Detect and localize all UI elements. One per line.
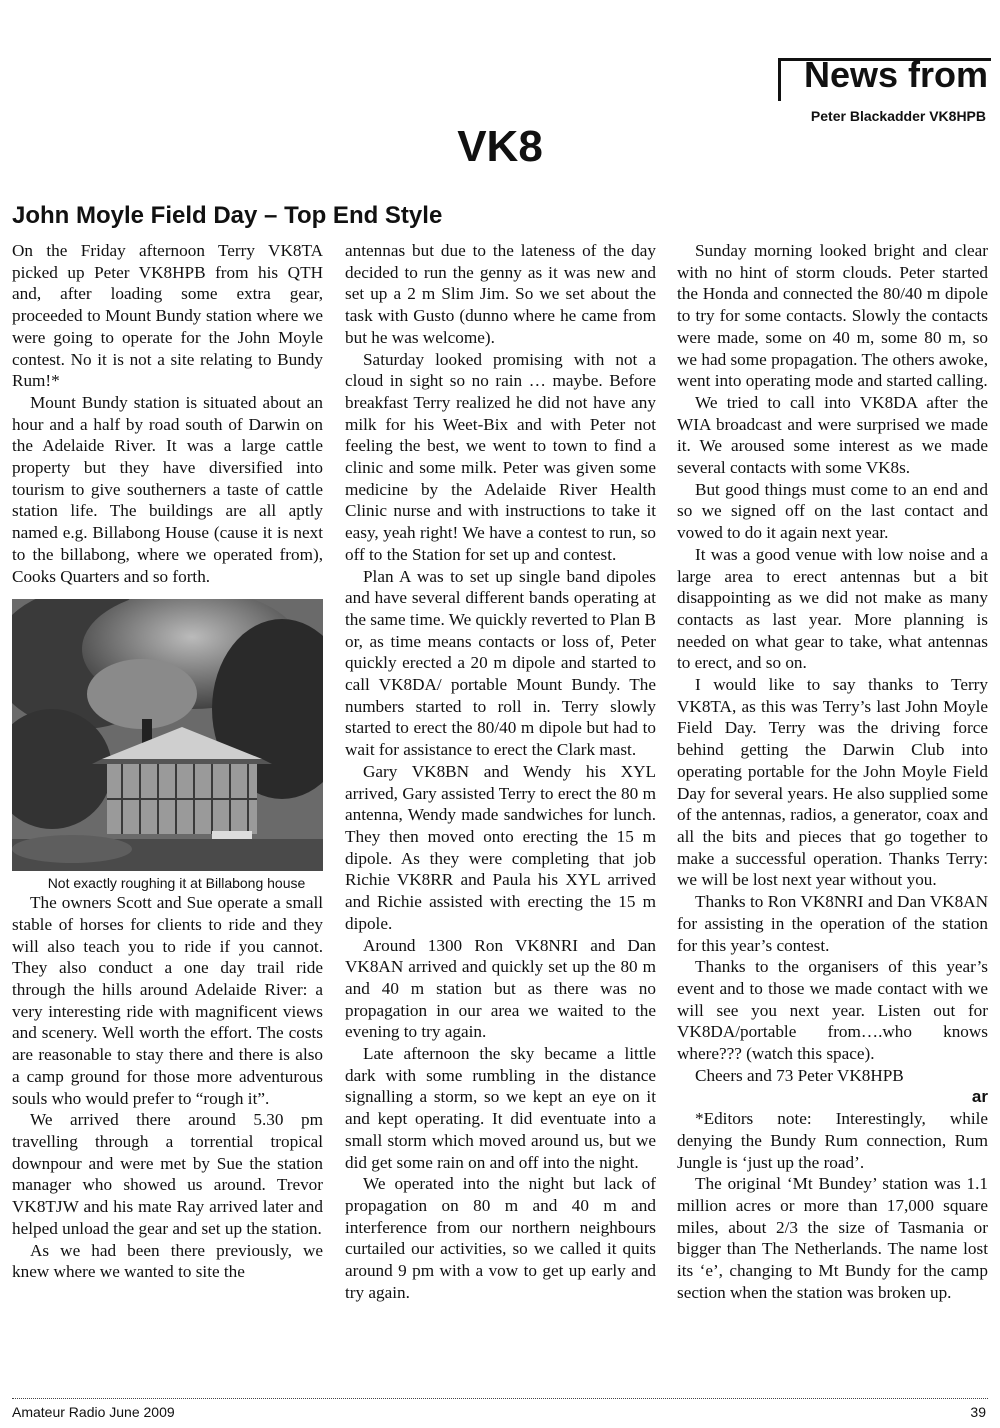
editor-note: The original ‘Mt Bundey’ station was 1.1 million acres or more than 17,000 square miles, about 2/3 the size of Tasmania or bigger than The Netherlands. The name lost its ‘e’, changing to Mt Bundy for the camp section when the station was broken up. [677,1174,988,1302]
paragraph: Thanks to Ron VK8NRI and Dan VK8AN for assisting in the operation of the station for this year’s contest. [677,892,988,955]
paragraph: Late afternoon the sky became a little dark with some rumbling in the distance signalling a storm, so we kept an eye on it and kept operating. It did eventuate into a small storm which moved around us, but we did get some rain on and off into the night. [345,1044,656,1172]
column-3 [677,240,988,1303]
column-1 [12,240,323,1283]
article-title: John Moyle Field Day – Top End Style [12,202,443,229]
paragraph: Mount Bundy station is situated about an hour and a half by road south of Darwin on the Adelaide River. It was a large cattle property but they have diversified into tourism to give southerners a taste of cattle station life. The buildings are all aptly named e.g. Billabong House (cause it is next to the billabong, where we operated from), Cooks Quarters and so forth. [12,392,323,586]
paragraph: I would like to say thanks to Terry VK8TA, as this was Terry’s last John Moyle Field Day. Terry was the driving force behind getting the Darwin Club into operating portable for the John Moyle Field Day for several years. He also supplied some of the antennas, radios, a generator, coax and all the bits and pieces that go together to make a successful operation. Thanks Terry: we will be lost next year without you. [677,675,988,890]
paragraph: Saturday looked promising with not a cloud in sight so no rain … maybe. Before breakfast Terry realized he did not have any milk for his Weet-Bix and with Peter not feeling the best, we went to town to find a clinic and some milk. Peter was given some medicine by the Adelaide River Health Clinic nurse and with instructions to take it easy, yeah right! We have a contest to run, so off to the Station for set up and contest. [345,349,656,564]
billabong-house-photo [12,599,323,871]
paragraph: The owners Scott and Sue operate a small stable of horses for clients to ride and they will also teach you to ride if you cannot. They also conduct a one day trail ride through the hills around Adelaide River: a very interesting ride with magnificent views and scenery. Well worth the effort. The costs are reasonable to stay there and there is also a camp ground for those more adventurous souls who would prefer to “rough it”. [12,893,323,1108]
paragraph: On the Friday afternoon Terry VK8TA picked up Peter VK8HPB from his QTH and, after loading some extra gear, proceeded to Mount Bundy station where we were going to operate for the John Moyle contest. No it is not a site relating to Bundy Rum!* [12,241,323,391]
paragraph: Thanks to the organisers of this year’s event and to those we made contact with we will see you next year. Listen out for VK8DA/portable from….who knows where??? (watch this space). [677,957,988,1064]
page-number: 39 [970,1404,986,1420]
paragraph: We tried to call into VK8DA after the WIA broadcast and were surprised we made it. We aroused some interest as we made several contacts with some VK8s. [677,392,988,478]
byline: Peter Blackadder VK8HPB [810,108,986,124]
paragraph: We operated into the night but lack of propagation on 80 m and 40 m and interference from our northern neighbours curtailed our activities, so we called it quits around 9 pm with a vow to get up early and try again. [345,1174,656,1302]
paragraph: Plan A was to set up single band dipoles and have several different bands operating at the same time. We quickly reverted to Plan B or, as time means contacts or loss of, Peter quickly erected a 20 m dipole and started to call VK8DA/ portable Mount Bundy. The numbers started to roll in. Terry slowly started to erect the 80/40 m dipole but had to wait for assistance to erect the Clark mast. [345,566,656,760]
photo-caption: Not exactly roughing it at Billabong house [47,875,306,892]
signoff: Cheers and 73 Peter VK8HPB [695,1065,904,1085]
region-title: VK8 [457,122,543,171]
paragraph: But good things must come to an end and so we signed off on the last contact and vowed to do it again next year. [677,479,988,543]
paragraph: Sunday morning looked bright and clear with no hint of storm clouds. Peter started the Honda and connected the 80/40 m dipole to try for some contacts. Slowly the contacts were made, some on 40 m, some 80 m, so we had some propagation. The others awoke, went into operating mode and started calling. [677,241,988,391]
paragraph: Around 1300 Ron VK8NRI and Dan VK8AN arrived and quickly set up the 80 m and 40 m station but as there was no propagation in our area we waited to the evening to try again. [345,935,656,1042]
footer-publication: Amateur Radio June 2009 [12,1404,175,1420]
paragraph: Gary VK8BN and Wendy his XYL arrived, Gary assisted Terry to erect the 80 m antenna, Wendy made sandwiches for lunch. They then moved onto erecting the 15 m dipole. As they were completing that job Richie VK8RR and Paula his XYL arrived and Richie assisted with erecting the 15 m dipole. [345,761,656,933]
end-mark: ar [971,1087,988,1107]
paragraph: antennas but due to the lateness of the day decided to run the genny as it was new and set up a 2 m Slim Jim. So we set about the task with Gusto (dunno where he came from but he was welcome). [345,241,656,347]
editor-note: *Editors note: Interestingly, while denying the Bundy Rum connection, Rum Jungle is ‘just up the road’. [677,1109,988,1172]
paragraph: It was a good venue with low noise and a large area to erect antennas but a bit disappointing as we did not make as many contacts as last year. More planning is needed on what gear to take, what antennas to erect, and so on. [677,544,988,673]
section-title: News from [803,54,988,95]
paragraph: As we had been there previously, we knew where we wanted to site the [12,1240,323,1282]
paragraph: We arrived there around 5.30 pm travelling through a torrential tropical downpour and were met by Sue the station manager who showed us around. Trevor VK8TJW and his mate Ray arrived later and helped unload the gear and set up the station. [12,1110,323,1238]
footer-rule [12,1398,988,1399]
column-2 [345,240,656,1303]
